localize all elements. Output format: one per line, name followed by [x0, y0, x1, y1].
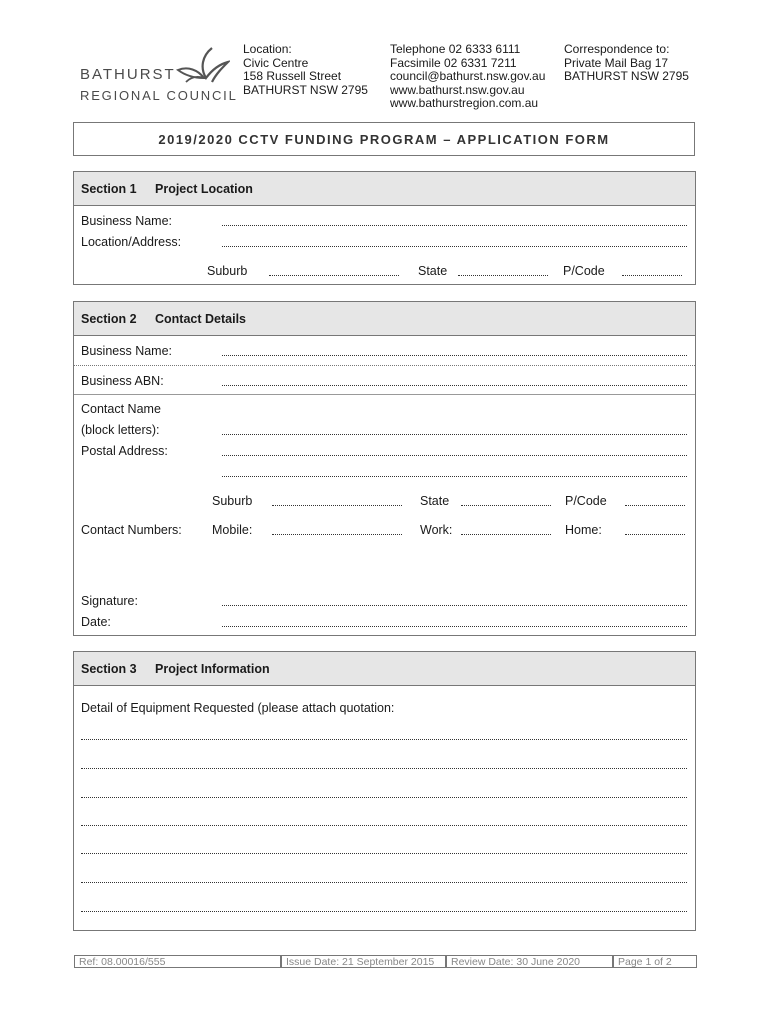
- footer-issue-date: Issue Date: 21 September 2015: [281, 955, 446, 968]
- location-line: 158 Russell Street: [243, 69, 342, 83]
- council-logo: [80, 46, 238, 106]
- business-name-field[interactable]: [222, 354, 687, 356]
- section-header: [74, 652, 695, 686]
- suburb-label: Suburb: [207, 264, 248, 278]
- equipment-detail-line[interactable]: [81, 767, 687, 769]
- suburb-label: Suburb: [212, 494, 253, 508]
- footer-ref: Ref: 08.00016/555: [74, 955, 281, 968]
- footer-page-number: Page 1 of 2: [613, 955, 697, 968]
- section-number: Section 3: [81, 662, 137, 676]
- contact-name-label: Contact Name: [81, 402, 161, 416]
- row-divider: [74, 365, 695, 366]
- home-label: Home:: [565, 523, 602, 537]
- business-name-label: Business Name:: [81, 214, 173, 228]
- facsimile: Facsimile 02 6331 7211: [390, 55, 517, 70]
- header-location: [243, 43, 368, 97]
- contact-name-field[interactable]: [222, 433, 687, 435]
- postal-address-label: Postal Address:: [81, 444, 168, 458]
- header-correspondence: [564, 43, 689, 84]
- pcode-field[interactable]: [622, 274, 682, 276]
- website-link[interactable]: www.bathurst.nsw.gov.au: [390, 82, 525, 97]
- form-title: 2019/2020 CCTV FUNDING PROGRAM – APPLICATION FORM: [73, 122, 695, 156]
- section-title: Project Location: [155, 182, 253, 196]
- correspondence-line: Correspondence to:: [564, 42, 670, 56]
- work-field[interactable]: [461, 533, 551, 535]
- suburb-field[interactable]: [269, 274, 399, 276]
- home-field[interactable]: [625, 533, 685, 535]
- business-name-field[interactable]: [222, 224, 687, 226]
- butterfly-logo-icon: [172, 46, 230, 88]
- section-number: Section 1: [81, 182, 137, 196]
- business-abn-label: Business ABN:: [81, 374, 164, 388]
- work-label: Work:: [420, 523, 453, 537]
- business-abn-field[interactable]: [222, 384, 687, 386]
- footer-review-date: Review Date: 30 June 2020: [446, 955, 613, 968]
- equipment-detail-line[interactable]: [81, 910, 687, 912]
- logo-text-regional-council: REGIONAL COUNCIL: [80, 88, 238, 103]
- state-label: State: [418, 264, 448, 278]
- block-letters-label: (block letters):: [81, 423, 160, 437]
- section-title: Project Information: [155, 662, 270, 676]
- mobile-field[interactable]: [272, 533, 402, 535]
- pcode-field[interactable]: [625, 504, 685, 506]
- location-line: Location:: [243, 42, 292, 56]
- section-project-location: [73, 171, 696, 285]
- pcode-label: P/Code: [565, 494, 607, 508]
- equipment-detail-line[interactable]: [81, 738, 687, 740]
- signature-field[interactable]: [222, 604, 687, 606]
- location-address-field[interactable]: [222, 245, 687, 247]
- section-number: Section 2: [81, 312, 137, 326]
- signature-label: Signature:: [81, 594, 138, 608]
- correspondence-line: BATHURST NSW 2795: [564, 69, 689, 83]
- equipment-detail-line[interactable]: [81, 852, 687, 854]
- postal-address-field-line2[interactable]: [222, 475, 687, 477]
- footer: [74, 955, 697, 969]
- equipment-detail-line[interactable]: [81, 796, 687, 798]
- correspondence-line: Private Mail Bag 17: [564, 55, 669, 70]
- pcode-label: P/Code: [563, 264, 605, 278]
- section-title: Contact Details: [155, 312, 246, 326]
- state-field[interactable]: [461, 504, 551, 506]
- date-label: Date:: [81, 615, 111, 629]
- section-contact-details: [73, 301, 696, 636]
- date-field[interactable]: [222, 625, 687, 627]
- row-divider: [74, 394, 695, 395]
- state-label: State: [420, 494, 450, 508]
- section-project-information: [73, 651, 696, 931]
- postal-address-field-line1[interactable]: [222, 454, 687, 456]
- state-field[interactable]: [458, 274, 548, 276]
- equipment-detail-label: Detail of Equipment Requested (please attach quotation:: [81, 701, 395, 715]
- header-contact: [390, 43, 545, 111]
- telephone: Telephone 02 6333 6111: [390, 42, 521, 56]
- website-link[interactable]: www.bathurstregion.com.au: [390, 96, 539, 110]
- section-header: [74, 302, 695, 336]
- email-link[interactable]: council@bathurst.nsw.gov.au: [390, 69, 546, 83]
- equipment-detail-line[interactable]: [81, 881, 687, 883]
- mobile-label: Mobile:: [212, 523, 253, 537]
- business-name-label: Business Name:: [81, 344, 173, 358]
- section-header: [74, 172, 695, 206]
- logo-text-bathurst: BATHURST: [80, 66, 176, 83]
- equipment-detail-line[interactable]: [81, 824, 687, 826]
- suburb-field[interactable]: [272, 504, 402, 506]
- location-address-label: Location/Address:: [81, 235, 182, 249]
- location-line: Civic Centre: [243, 55, 309, 70]
- contact-numbers-label: Contact Numbers:: [81, 523, 182, 537]
- location-line: BATHURST NSW 2795: [243, 82, 368, 97]
